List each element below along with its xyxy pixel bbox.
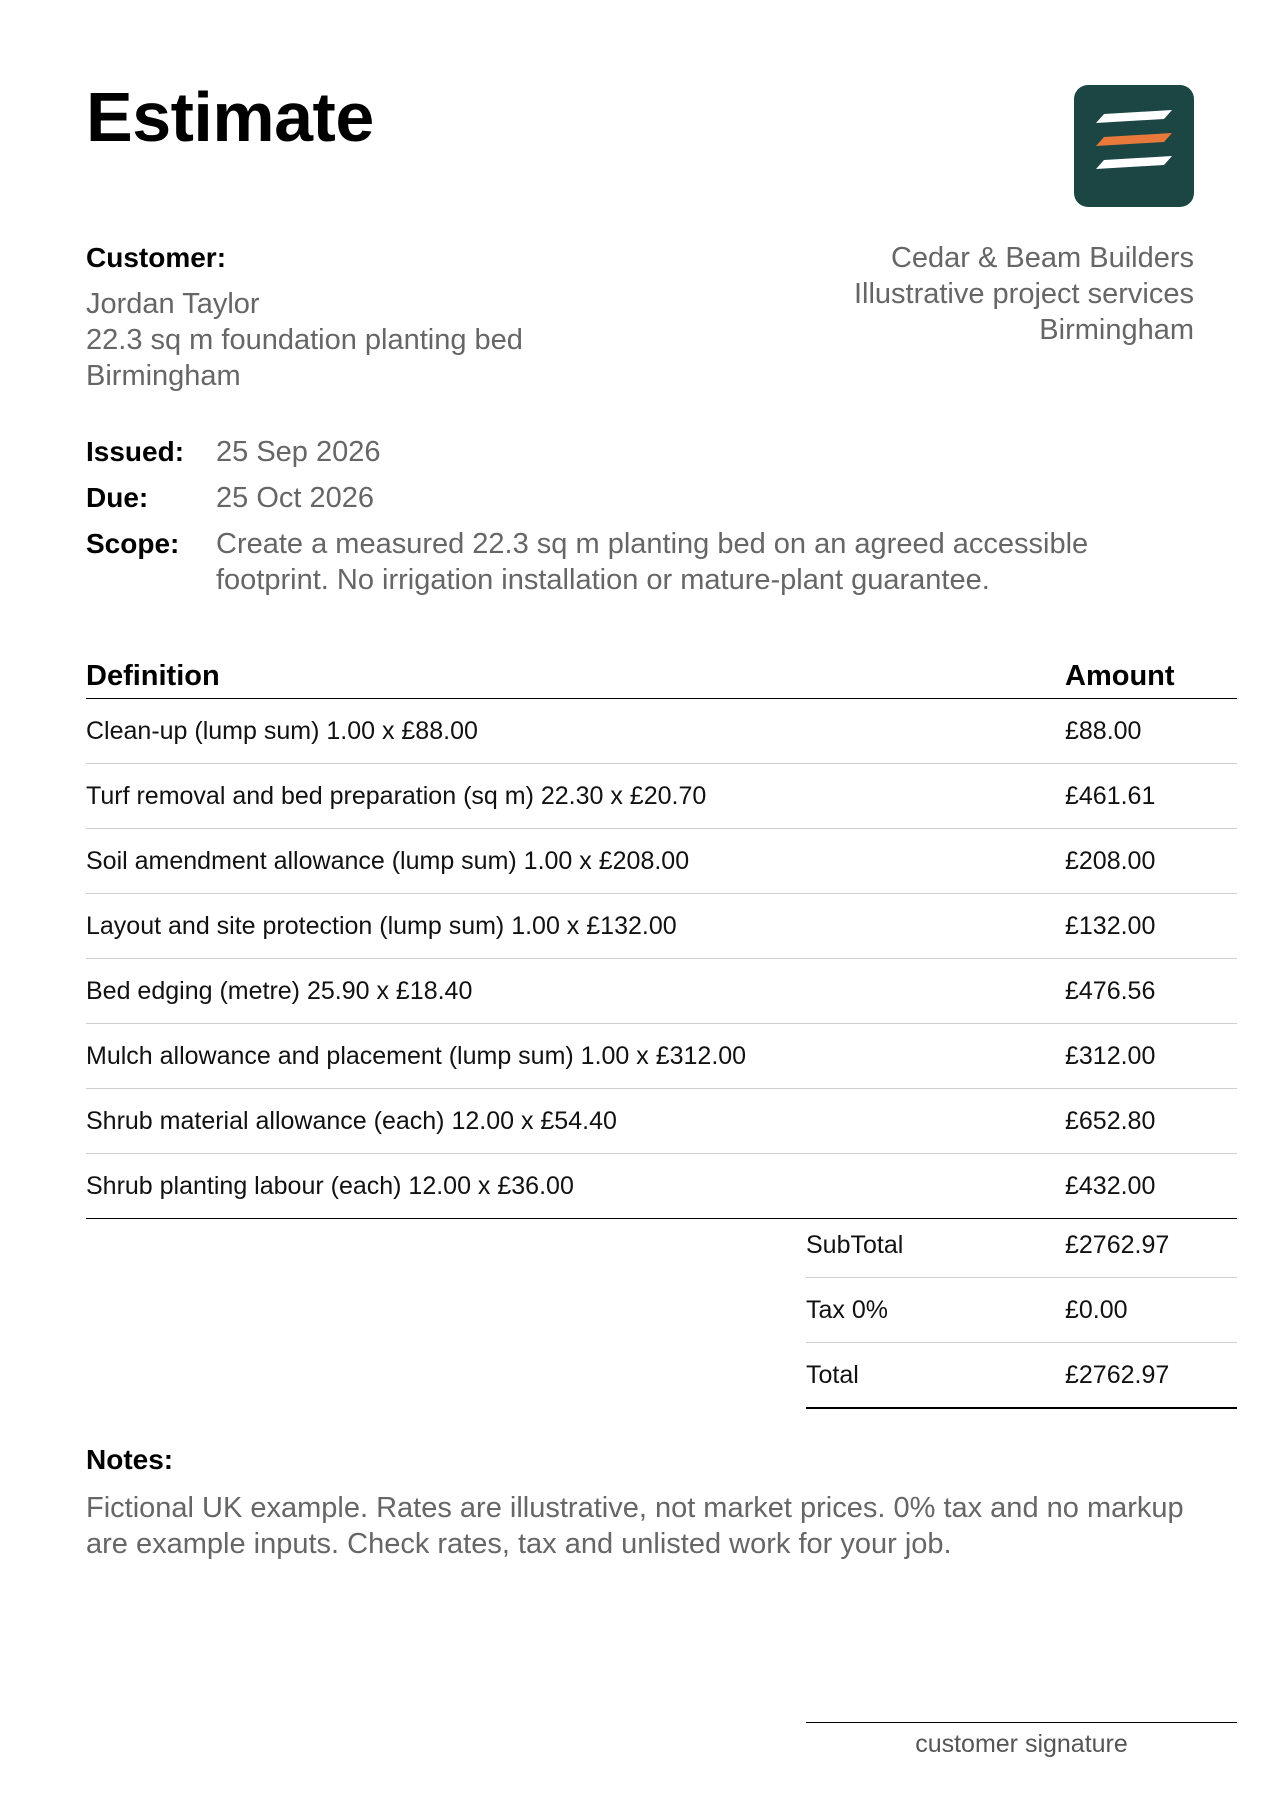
subtotal-row — [806, 1213, 1237, 1278]
item-amount: £432.00 — [1065, 1171, 1156, 1200]
item-definition: Soil amendment allowance (lump sum) 1.00 x £208.00 — [86, 846, 690, 875]
item-definition: Layout and site protection (lump sum) 1.00 x £132.00 — [86, 911, 677, 940]
total-row — [806, 1343, 1237, 1409]
table-row — [86, 1024, 1237, 1089]
notes-text: Fictional UK example. Rates are illustrative, not market prices. 0% tax and no markup are example inputs. Check rates, tax and unlisted work for your job. — [86, 1492, 1184, 1560]
totals-block — [806, 1213, 1237, 1409]
layered-bars-logo-icon — [1074, 85, 1194, 207]
table-row — [86, 959, 1237, 1024]
line-items-table — [86, 654, 1237, 1219]
total-label: Total — [806, 1360, 859, 1389]
due-row — [86, 480, 1196, 516]
item-definition: Shrub material allowance (each) 12.00 x £54.40 — [86, 1106, 617, 1135]
signature-line — [806, 1722, 1237, 1723]
customer-name: Jordan Taylor — [86, 288, 260, 320]
estimate-meta — [86, 434, 1196, 608]
item-definition: Shrub planting labour (each) 12.00 x £36.00 — [86, 1171, 574, 1200]
item-amount: £476.56 — [1065, 976, 1156, 1005]
item-definition: Turf removal and bed preparation (sq m) 22.30 x £20.70 — [86, 781, 707, 810]
issued-row — [86, 434, 1196, 470]
header-amount: Amount — [1065, 659, 1175, 692]
issued-label: Issued: — [86, 436, 185, 467]
subtotal-label: SubTotal — [806, 1230, 904, 1259]
customer-project: 22.3 sq m foundation planting bed — [86, 324, 523, 356]
tax-row — [806, 1278, 1237, 1343]
company-block — [674, 240, 1194, 348]
item-definition: Bed edging (metre) 25.90 x £18.40 — [86, 976, 473, 1005]
tax-label: Tax 0% — [806, 1295, 888, 1324]
company-tagline: Illustrative project services — [853, 278, 1194, 310]
signature-label: customer signature — [915, 1730, 1128, 1758]
company-city: Birmingham — [1039, 314, 1194, 346]
table-header — [86, 654, 1237, 699]
table-row — [86, 699, 1237, 764]
table-row — [86, 764, 1237, 829]
scope-row — [86, 526, 1196, 598]
notes-block — [86, 1442, 1196, 1562]
tax-value: £0.00 — [1065, 1295, 1128, 1324]
due-label: Due: — [86, 482, 149, 513]
item-amount: £88.00 — [1065, 716, 1142, 745]
table-row — [86, 1089, 1237, 1154]
company-logo — [1074, 85, 1194, 207]
notes-label: Notes: — [86, 1444, 174, 1475]
item-amount: £652.80 — [1065, 1106, 1156, 1135]
table-row — [86, 894, 1237, 959]
item-definition: Mulch allowance and placement (lump sum) 1.00 x £312.00 — [86, 1041, 747, 1070]
item-definition: Clean-up (lump sum) 1.00 x £88.00 — [86, 716, 478, 745]
table-row — [86, 1154, 1237, 1219]
customer-label: Customer: — [86, 242, 227, 273]
due-date: 25 Oct 2026 — [216, 482, 374, 514]
customer-city: Birmingham — [86, 360, 241, 392]
subtotal-value: £2762.97 — [1065, 1230, 1170, 1259]
customer-block — [86, 240, 706, 394]
item-amount: £132.00 — [1065, 911, 1156, 940]
scope-text: Create a measured 22.3 sq m planting bed on an agreed accessible footprint. No irrigation installation or mature-plant guarantee. — [216, 528, 1089, 596]
company-name: Cedar & Beam Builders — [890, 242, 1194, 274]
page-title: Estimate — [86, 78, 374, 156]
scope-label: Scope: — [86, 528, 180, 559]
issued-date: 25 Sep 2026 — [216, 436, 381, 468]
item-amount: £312.00 — [1065, 1041, 1156, 1070]
item-amount: £461.61 — [1065, 781, 1156, 810]
table-row — [86, 829, 1237, 894]
total-value: £2762.97 — [1065, 1360, 1170, 1389]
header-definition: Definition — [86, 659, 220, 692]
item-amount: £208.00 — [1065, 846, 1156, 875]
